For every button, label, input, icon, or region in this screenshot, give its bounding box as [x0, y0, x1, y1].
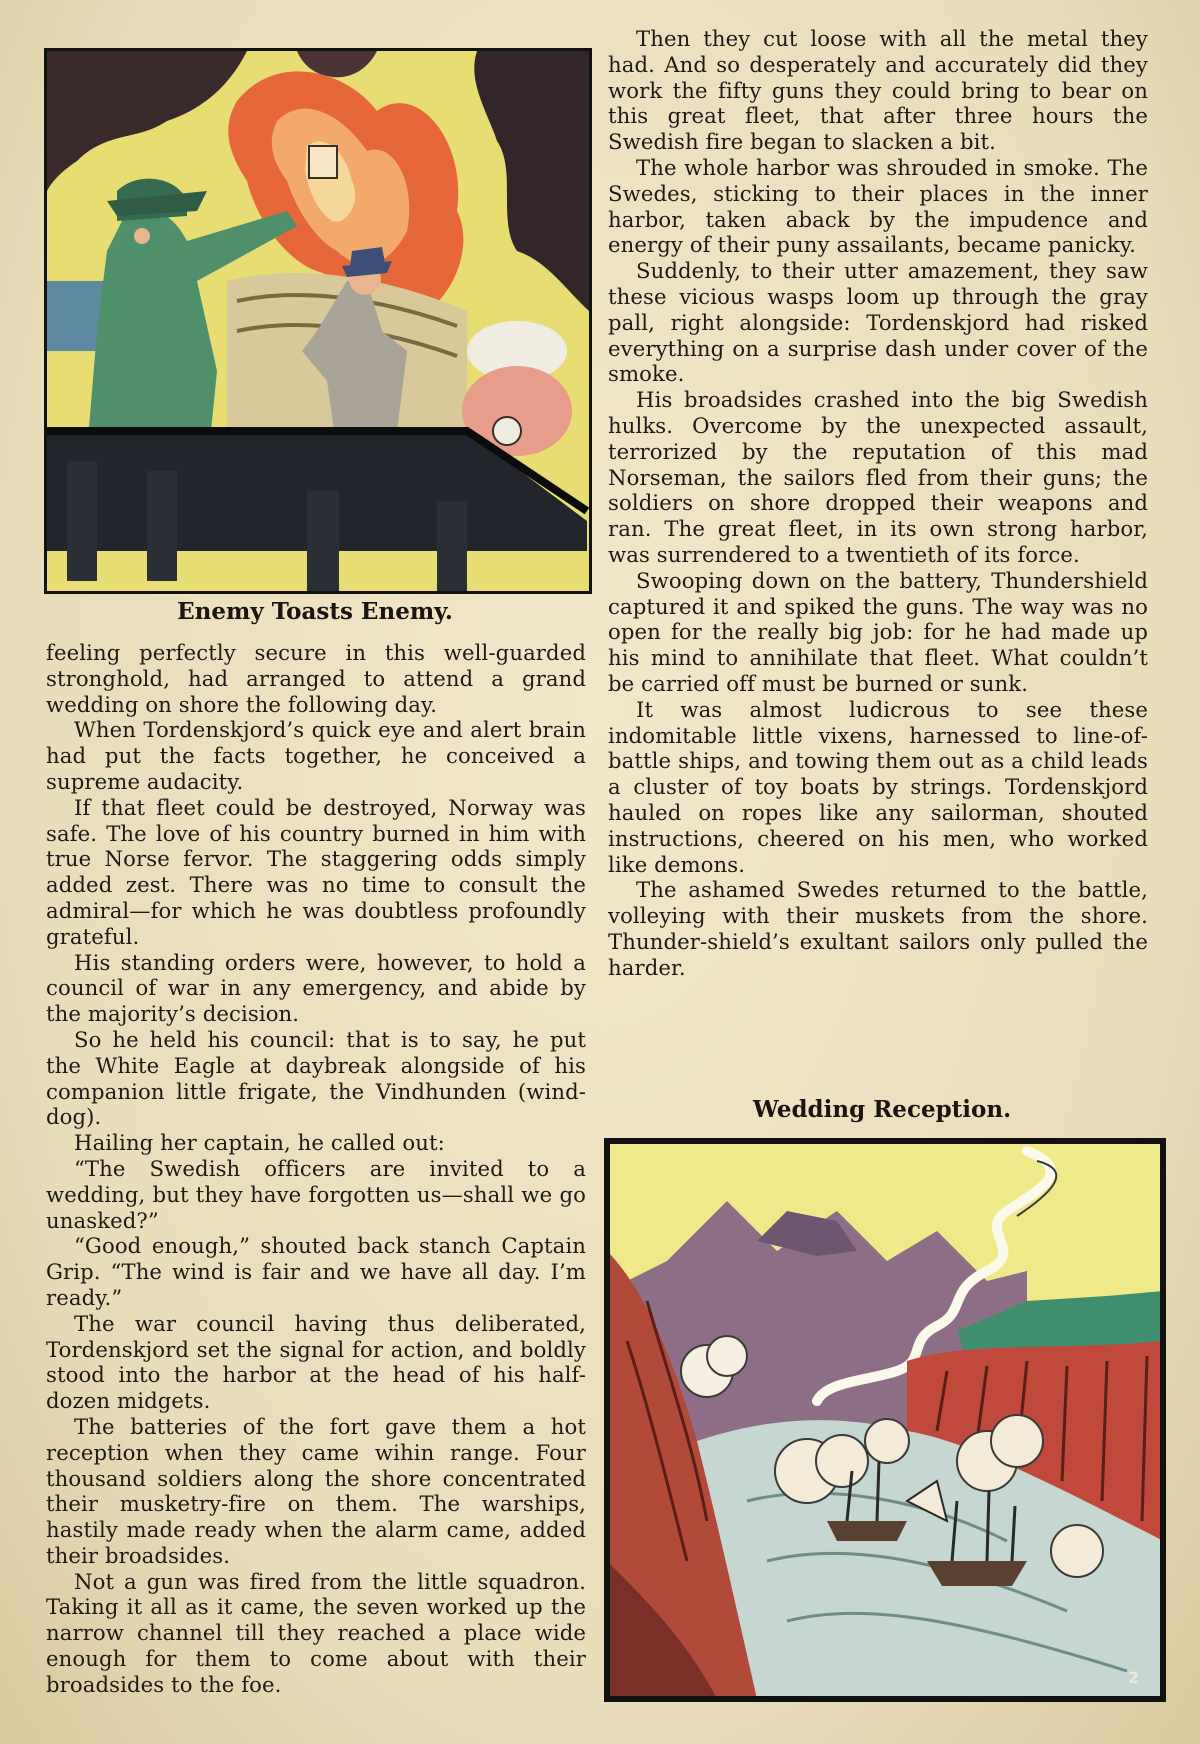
- paragraph: It was almost ludicrous to see these indomitable little vixens, harnessed to line-of-battle ships, and towing them out as a child leads a cluster of toy boats by strings. Tordenskjord hauled on ropes like any sailorman, shouted instructions, cheered on his men, who worked like demons.: [608, 696, 1148, 877]
- caption-wedding-reception: Wedding Reception.: [752, 1096, 1012, 1123]
- paragraph: Swooping down on the battery, Thundershield captured it and spiked the guns. The way was no open for the really big job: for he had made up his mind to annihilate that fleet. What couldn’t be carried off must be burned or sunk.: [608, 567, 1148, 696]
- paragraph: Hailing her captain, he called out:: [74, 1130, 445, 1156]
- paragraph: So he held his council: that is to say, he put the White Eagle at daybreak alongside of his companion little frigate, the Vindhunden (wind-dog).: [46, 1026, 586, 1130]
- text-column-left: [46, 640, 586, 1698]
- page-number: 2: [1128, 1668, 1140, 1687]
- illustration-harbor-battle-panel: [604, 1138, 1166, 1702]
- paragraph: Then they cut loose with all the metal they had. And so desperately and accurately did they work the fifty guns they could bring to bear on this great fleet, that after three hours the Swedish fire began to slacken a bit.: [608, 26, 1148, 155]
- paragraph: The batteries of the fort gave them a hot reception when they came wihin range. Four thousand soldiers along the shore concentrated their musketry-fire on them. The warships, hastily made ready when the alarm came, added their broadsides.: [46, 1413, 586, 1568]
- paragraph: Not a gun was fired from the little squadron. Taking it all as it came, the seven worked up the narrow channel till they reached a place wide enough for them to come about with their broadsides to the foe.: [46, 1568, 586, 1697]
- text-column-right: [608, 26, 1148, 980]
- caption-enemy-toasts-enemy: Enemy Toasts Enemy.: [177, 598, 453, 625]
- paragraph: His standing orders were, however, to hold a council of war in any emergency, and abide by the majority’s decision.: [46, 949, 586, 1027]
- paragraph: “Good enough,” shouted back stanch Captain Grip. “The wind is fair and we have all day. I’m ready.”: [46, 1233, 586, 1310]
- paragraph: feeling perfectly secure in this well-guarded stronghold, had arranged to attend a grand wedding on shore the following day.: [46, 640, 586, 717]
- paragraph: The whole harbor was shrouded in smoke. The Swedes, sticking to their places in the inner harbor, taken aback by the impudence and energy of their puny assailants, became panicky.: [608, 154, 1148, 258]
- harbor-battle-image: [607, 1141, 1163, 1699]
- paragraph: The ashamed Swedes returned to the battle, volleying with their muskets from the shore. Thunder-shield’s exultant sailors only pulled the harder.: [608, 877, 1148, 980]
- paragraph: When Tordenskjord’s quick eye and alert brain had put the facts together, he conceived a supreme audacity.: [46, 717, 586, 794]
- toast-scene-image: [47, 51, 589, 591]
- paragraph: His broadsides crashed into the big Swedish hulks. Overcome by the unexpected assault, terrorized by the reputation of this mad Norseman, the sailors fled from their guns; the soldiers on shore dropped their weapons and ran. The great fleet, in its own strong harbor, was surrendered to a twentieth of its force.: [608, 387, 1148, 567]
- illustration-toast-panel: [44, 48, 592, 594]
- paragraph: If that fleet could be destroyed, Norway was safe. The love of his country burned in him with true Norse fervor. The staggering odds simply added zest. There was no time to consult the admiral—for which he was doubtless profoundly grateful.: [46, 794, 586, 949]
- paragraph: “The Swedish officers are invited to a wedding, but they have forgotten us—shall we go unasked?”: [46, 1155, 586, 1233]
- paragraph: Suddenly, to their utter amazement, they saw these vicious wasps loom up through the gray pall, right alongside: Tordenskjord had risked everything on a surprise dash under cover of the smoke.: [608, 258, 1148, 387]
- paragraph: The war council having thus deliberated, Tordenskjord set the signal for action, and boldly stood into the harbor at the head of his half-dozen midgets.: [46, 1310, 586, 1414]
